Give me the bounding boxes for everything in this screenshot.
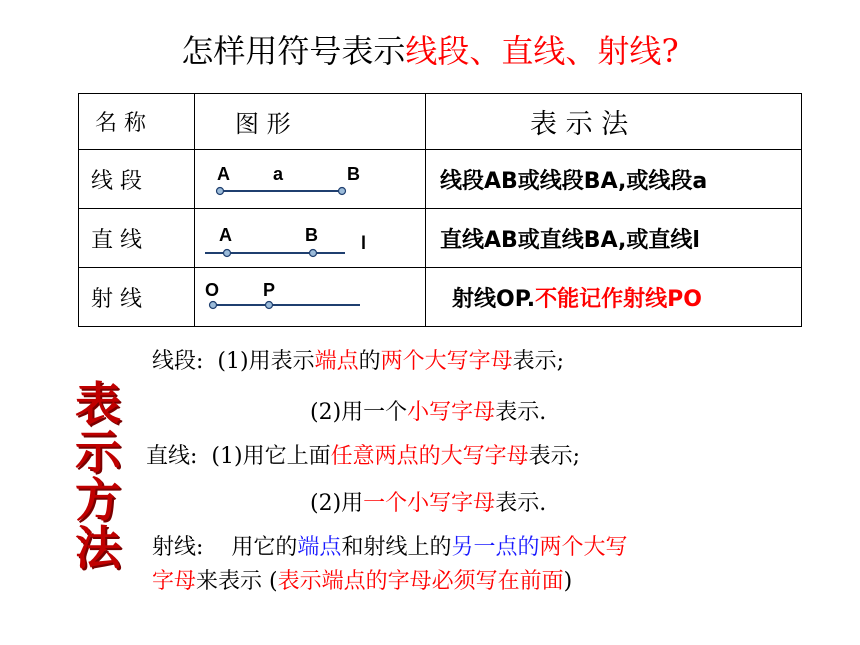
notation-ray-red: 不能记作射线PO [535,286,702,312]
note-segment-label: 线段: [152,349,204,374]
line-point-b [310,250,317,257]
line-label-a: A [219,225,232,245]
note-ray-1a: 用它的 [231,535,298,560]
note-segment-1c: 的 [358,349,381,374]
segment-label-small-a: a [273,164,284,184]
badge-char-2: 示 [75,425,121,479]
note-segment-2c: 表示. [495,400,547,425]
title-black: 怎样用符号表示 [181,32,406,70]
page-title [0,26,860,72]
note-line-2c: 表示. [495,491,547,516]
table-row-line [79,209,802,268]
row-name-line: 直 线 [79,209,195,268]
title-question: ? [661,32,679,70]
note-segment-1e: 表示; [512,349,565,374]
note-segment-2 [310,395,546,426]
note-line-label: 直线: [146,444,198,469]
notation-line: 直线AB或直线BA,或直线l [426,209,802,268]
badge-char-3: 方 [75,473,121,527]
note-segment-1a: (1)用表示 [217,349,315,374]
note-ray-1 [152,530,627,561]
segment-point-b [339,188,346,195]
table-header-row [79,94,802,150]
note-segment-1b: 端点 [314,349,359,374]
ray-diagram [195,268,385,327]
note-segment-2a: (2)用一个 [310,400,408,425]
line-point-a [224,250,231,257]
note-ray-2d: ) [563,569,573,594]
row-name-ray: 射 线 [79,268,195,327]
notation-segment: 线段AB或线段BA,或线段a [426,150,802,209]
note-segment-2b: 小写字母 [407,400,496,425]
header-name: 名 称 [79,94,195,150]
segment-label-b: B [347,164,360,184]
line-label-b: B [305,225,318,245]
figure-ray [195,268,426,327]
note-segment-1 [152,344,564,375]
note-ray-2 [152,564,572,595]
badge-char-1: 表 [75,377,121,431]
note-ray-1b: 端点 [297,535,342,560]
row-name-segment: 线 段 [79,150,195,209]
notation-ray-black: 射线OP. [452,286,536,312]
note-ray-2c: 表示端点的字母必须写在前面 [277,569,564,594]
table-row-segment [79,150,802,209]
note-line-2a: (2)用 [310,491,364,516]
note-line-2b: 一个小写字母 [363,491,496,516]
notation-ray [426,268,802,327]
segment-point-a [217,188,224,195]
header-figure: 图 形 [195,94,426,150]
note-ray-1e: 两个大写 [539,535,628,560]
note-line-1b: 任意两点的大写字母 [330,444,529,469]
note-ray-1d: 另一点的 [451,535,540,560]
note-ray-label: 射线: [152,535,204,560]
segment-label-a: A [217,164,230,184]
note-line-1c: 表示; [528,444,581,469]
ray-label-o: O [205,280,220,300]
note-ray-1c: 和射线上的 [341,535,452,560]
badge-char-4: 法 [75,521,121,575]
table-row-ray [79,268,802,327]
figure-line [195,209,426,268]
notation-method-badge [68,377,128,575]
header-notation: 表 示 法 [426,94,802,150]
ray-point-p [266,302,273,309]
ray-label-p: P [263,280,276,300]
line-label-l: l [361,233,367,253]
note-line-1 [146,439,580,470]
note-line-1a: (1)用它上面 [211,444,331,469]
title-red: 线段、直线、射线 [405,32,662,70]
notation-table [78,93,802,327]
figure-segment [195,150,426,209]
ray-point-o [210,302,217,309]
note-line-2 [310,486,546,517]
note-ray-2b: 来表示 ( [196,569,278,594]
note-segment-1d: 两个大写字母 [380,349,513,374]
note-ray-2a: 字母 [152,569,197,594]
